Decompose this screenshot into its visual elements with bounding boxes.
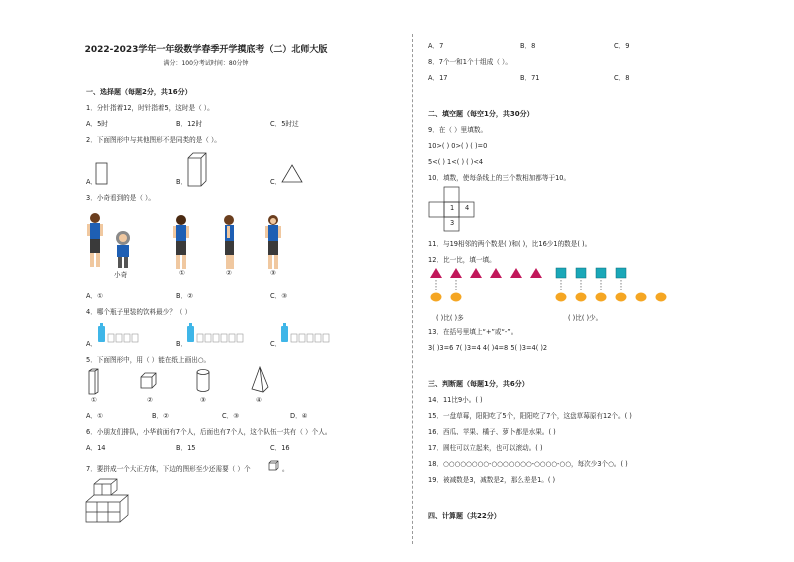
q12-blank-2: ( )比( )少。 (568, 314, 603, 322)
q9-line-2: 5<( ) 1<( ) ( )<4 (428, 158, 484, 166)
circle-1 (431, 293, 442, 302)
question-11: 11．与19相邻的两个数是( )和( )，比16少1的数是( )。 (428, 240, 592, 248)
question-9: 9．在（ ）里填数。 (428, 126, 488, 134)
question-18: 18．○○○○○○○○-○○○○○○○-○○○○-○○，每次少3个○。( ) (428, 460, 628, 468)
boy-side-figure (220, 214, 238, 272)
cube-stack-figure (84, 478, 134, 524)
grid-cell-bottom: 3 (450, 219, 455, 227)
section-3-heading: 三、判断题（每题1分，共6分） (428, 380, 529, 388)
q3-option-a: A．① (86, 292, 104, 300)
q5-option-b: B．② (152, 412, 170, 420)
q5-label-3: ③ (200, 396, 206, 404)
question-16: 16．西瓜、苹果、橘子、萝卜都是水果。( ) (428, 428, 556, 436)
section-1-heading: 一、选择题（每题2分，共16分） (86, 88, 192, 96)
section-4-heading: 四、计算题（共22分） (428, 512, 501, 520)
q4-option-c: C． (270, 340, 282, 348)
q8-option-b: B．71 (520, 74, 540, 82)
question-3: 3．小奇看到的是（ ）。 (86, 194, 155, 202)
triangle-5 (510, 268, 522, 278)
question-14: 14．11比9小。( ) (428, 396, 483, 404)
q1-option-c: C．5时过 (270, 120, 299, 128)
q5-label-1: ① (91, 396, 97, 404)
square-1 (556, 268, 566, 278)
cuboid-figure (186, 152, 208, 188)
question-4: 4．哪个瓶子里装的饮料最少？（ ） (86, 308, 192, 316)
q12-blank-1: ( )比( )多 (436, 314, 464, 322)
bottle-cups-a (97, 322, 141, 344)
q3-option-c: C．③ (270, 292, 288, 300)
square-3 (596, 268, 606, 278)
grid-cell-center: 1 (450, 204, 455, 212)
boy-front-2-figure (264, 214, 282, 272)
q7-option-b: B．8 (520, 42, 536, 50)
q7-option-a: A．7 (428, 42, 444, 50)
bottle-cups-b (186, 322, 246, 344)
triangle-1 (430, 268, 442, 278)
q4-option-b: B． (176, 340, 188, 348)
question-1: 1．分针指着12，时针指着5，这时是（ ）。 (86, 104, 214, 112)
grid-cell-right: 4 (465, 204, 470, 212)
q3-label-1: ① (179, 269, 185, 277)
q6-option-c: C．16 (270, 444, 290, 452)
q9-line-1: 10>( ) 0>( ) ( )=0 (428, 142, 488, 150)
cylinder-figure (195, 368, 211, 394)
q5-option-a: A．① (86, 412, 104, 420)
small-cube-icon (268, 460, 280, 472)
pyramid-figure (250, 366, 270, 394)
question-13: 13．在括号里填上“+”或“-”。 (428, 328, 518, 336)
question-15: 15．一盘草莓，阳阳吃了5个，阳阳吃了7个，这盘草莓原有12个。( ) (428, 412, 632, 420)
question-5: 5．下面图形中，用（ ）能在纸上画出○。 (86, 356, 211, 364)
column-divider (412, 34, 413, 544)
cube-figure (140, 372, 158, 390)
question-17: 17．圆柱可以立起来，也可以滚动。( ) (428, 444, 543, 452)
boy-front-figure (86, 212, 104, 270)
q3-option-b: B．② (176, 292, 194, 300)
rectangle-figure (95, 162, 109, 186)
q5-option-d: D．④ (290, 412, 308, 420)
square-2 (576, 268, 586, 278)
triangle-3 (470, 268, 482, 278)
question-7-suffix: 。 (282, 465, 289, 473)
q6-option-b: B．15 (176, 444, 196, 452)
page-title: 2022-2023学年一年级数学春季开学摸底考（二）北师大版 (84, 45, 328, 55)
q3-label-2: ② (226, 269, 232, 277)
boy-back-figure (172, 214, 190, 272)
q1-option-b: B．12时 (176, 120, 203, 128)
q7-option-c: C．9 (614, 42, 630, 50)
question-6: 6．小朋友们排队，小华前面有7个人，后面也有7个人，这个队伍一共有（ ）个人。 (86, 428, 332, 436)
triangle-4 (490, 268, 502, 278)
question-8: 8．7个一和1个十组成（ ）。 (428, 58, 512, 66)
square-4 (616, 268, 626, 278)
q8-option-a: A．17 (428, 74, 448, 82)
q1-option-a: A．5时 (86, 120, 108, 128)
question-19: 19．被减数是3，减数是2，那么差是1。( ) (428, 476, 556, 484)
page-subtitle: 满分：100分考试时间：80分钟 (163, 60, 249, 67)
cuboid-tall-figure (88, 368, 100, 396)
xiaoqi-caption: 小奇 (114, 271, 128, 279)
question-2: 2．下面图形中与其他图形不是同类的是（ ）。 (86, 136, 221, 144)
question-12: 12．比一比，填一填。 (428, 256, 496, 264)
q2-option-b: B． (176, 178, 188, 186)
q5-label-4: ④ (256, 396, 262, 404)
q2-option-c: C． (270, 178, 282, 186)
circle-2 (451, 293, 462, 302)
q4-option-a: A． (86, 340, 98, 348)
q5-label-2: ② (147, 396, 153, 404)
xiaoqi-figure (112, 230, 134, 270)
bottle-cups-c (280, 322, 332, 344)
triangle-6 (530, 268, 542, 278)
q2-option-a: A． (86, 178, 98, 186)
triangle-figure (280, 164, 304, 184)
q3-label-3: ③ (270, 269, 276, 277)
q5-option-c: C．③ (222, 412, 240, 420)
triangle-2 (450, 268, 462, 278)
q8-option-c: C．8 (614, 74, 630, 82)
question-10: 10．填数，使每条线上的三个数相加都等于10。 (428, 174, 571, 182)
question-7: 7．要拼成一个大正方体，下边的图形至少还需要（ ）个 (86, 465, 251, 473)
section-2-heading: 二、填空题（每空1分，共30分） (428, 110, 534, 118)
q13-line: 3( )3=6 7( )3=4 4( )4=8 5( )3=4( )2 (428, 344, 548, 352)
compare-shapes-figure (428, 268, 668, 304)
q6-option-a: A．14 (86, 444, 106, 452)
